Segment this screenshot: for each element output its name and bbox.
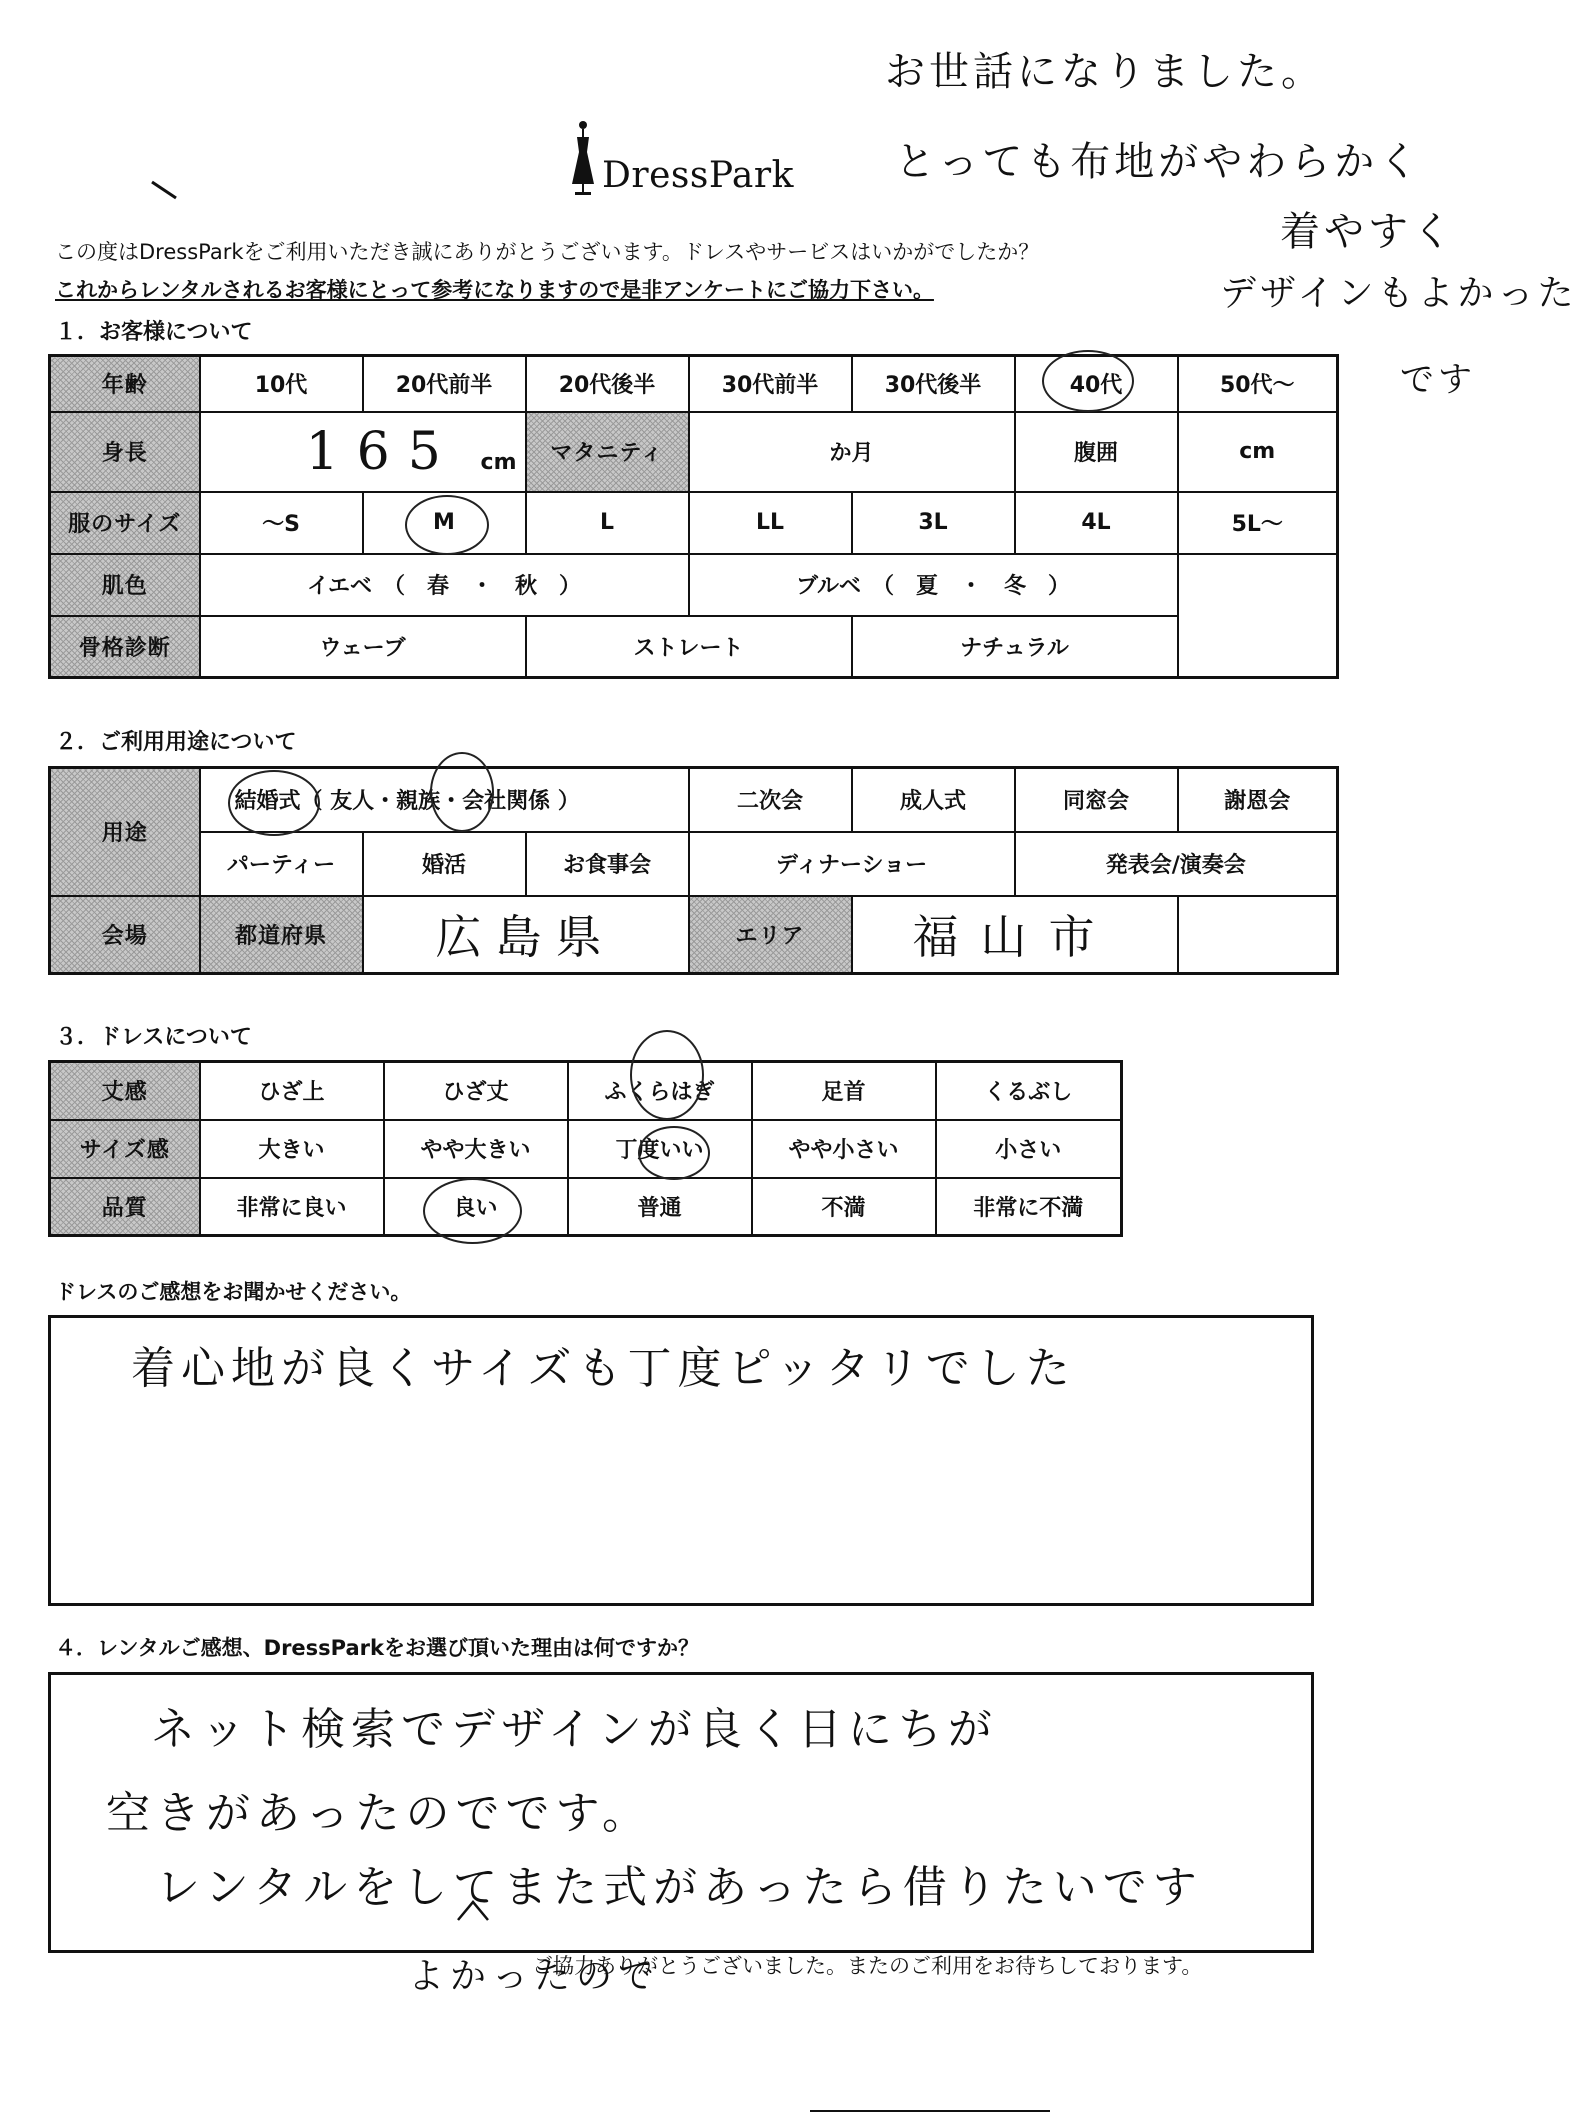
customer-table [48, 354, 1339, 679]
length-label: 丈感 [50, 1062, 200, 1120]
selection-circle [430, 752, 494, 832]
age-option-selected[interactable]: 40代 [1015, 356, 1178, 412]
height-field[interactable] [200, 412, 526, 492]
length-option[interactable]: 足首 [752, 1062, 936, 1120]
purpose-option[interactable]: 成人式 [852, 768, 1015, 832]
length-row [50, 1062, 1122, 1120]
brand-name: DressPark [602, 155, 794, 196]
impression-text: 着心地が良くサイズも丁度ピッタリでした [131, 1343, 1076, 1394]
venue-blank [1178, 896, 1338, 974]
quality-row [50, 1178, 1122, 1236]
handwritten-note-line3: 着やすく [1280, 209, 1456, 255]
venue-label: 会場 [50, 896, 200, 974]
fit-option-selected[interactable]: 丁度いい [568, 1120, 752, 1178]
purpose-option[interactable]: 二次会 [689, 768, 852, 832]
area-label: エリア [689, 896, 852, 974]
quality-option[interactable]: 普通 [568, 1178, 752, 1236]
frame-row [50, 616, 1338, 678]
reason-line2: 空きがあったのでです。 [106, 1788, 653, 1839]
frame-option[interactable]: ナチュラル [852, 616, 1178, 678]
prefecture-label: 都道府県 [200, 896, 363, 974]
skin-option-yellow[interactable]: イエベ （ 春 ・ 秋 ） [200, 554, 689, 616]
insert-caret-mark [456, 1898, 490, 1922]
size-row [50, 492, 1338, 554]
frame-label: 骨格診断 [50, 616, 200, 678]
selection-circle [405, 495, 489, 555]
size-option[interactable]: 3L [852, 492, 1015, 554]
fit-label: サイズ感 [50, 1120, 200, 1178]
purpose-option[interactable]: 謝恩会 [1178, 768, 1338, 832]
height-value: 165 [305, 421, 459, 482]
section3-title: ３．ドレスについて [55, 1025, 252, 1050]
frame-option[interactable]: ウェーブ [200, 616, 526, 678]
waist-unit[interactable]: cm [1178, 412, 1338, 492]
age-option[interactable]: 10代 [200, 356, 363, 412]
skin-row [50, 554, 1338, 616]
maternity-label: マタニティ [526, 412, 689, 492]
dress-table [48, 1060, 1123, 1237]
size-option[interactable]: LL [689, 492, 852, 554]
section2-title: ２．ご利用用途について [55, 730, 297, 755]
selection-circle [423, 1178, 522, 1244]
fit-option[interactable]: やや大きい [384, 1120, 568, 1178]
waist-label: 腹囲 [1015, 412, 1178, 492]
size-option[interactable]: 〜S [200, 492, 363, 554]
length-option[interactable]: ひざ丈 [384, 1062, 568, 1120]
age-option[interactable]: 30代前半 [689, 356, 852, 412]
skin-option-blue[interactable]: ブルベ （ 夏 ・ 冬 ） [689, 554, 1178, 616]
pen-mark [150, 178, 180, 202]
quality-option[interactable]: 不満 [752, 1178, 936, 1236]
quality-option-selected[interactable]: 良い [384, 1178, 568, 1236]
handwritten-note-line2: とっても布地がやわらかく [895, 139, 1423, 185]
venue-row [50, 896, 1338, 974]
age-option[interactable]: 20代後半 [526, 356, 689, 412]
length-option[interactable]: ひざ上 [200, 1062, 384, 1120]
height-label: 身長 [50, 412, 200, 492]
intro-request: これからレンタルされるお客様にとって参考になりますので是非アンケートにご協力下さい。 [55, 278, 934, 302]
age-option[interactable]: 50代〜 [1178, 356, 1338, 412]
month-unit: か月 [829, 441, 874, 466]
fit-option[interactable]: 小さい [936, 1120, 1122, 1178]
selection-circle [630, 1030, 704, 1120]
handwritten-note-line5: です [1400, 360, 1476, 400]
reason-textarea[interactable] [48, 1672, 1314, 1953]
purpose-option[interactable]: 婚活 [363, 832, 526, 896]
selection-circle [1042, 350, 1134, 412]
impression-textarea[interactable] [48, 1315, 1314, 1606]
handwritten-note-line1: お世話になりました。 [885, 49, 1325, 95]
brand-logo [570, 120, 794, 196]
purpose-row2 [50, 832, 1338, 896]
section1-title: １．お客様について [55, 320, 253, 345]
length-option-selected[interactable]: ふくらはぎ [568, 1062, 752, 1120]
age-option[interactable]: 20代前半 [363, 356, 526, 412]
intro-text: この度はDressParkをご利用いただき誠にありがとうございます。ドレスやサービスはいかがでしたか？ [55, 240, 1040, 264]
maternity-month-field[interactable] [689, 412, 1015, 492]
fit-option[interactable]: やや小さい [752, 1120, 936, 1178]
purpose-option[interactable]: 発表会/演奏会 [1015, 832, 1338, 896]
skin-blank [1178, 554, 1338, 616]
height-row [50, 412, 1338, 492]
size-option[interactable]: L [526, 492, 689, 554]
age-option[interactable]: 30代後半 [852, 356, 1015, 412]
size-option-selected[interactable]: M [363, 492, 526, 554]
footer-thanks: ご協力ありがとうございました。またのご利用をお待ちしております。 [532, 1954, 1203, 1978]
fit-row [50, 1120, 1122, 1178]
purpose-option[interactable]: ディナーショー [689, 832, 1015, 896]
quality-option[interactable]: 非常に不満 [936, 1178, 1122, 1236]
purpose-option[interactable]: 同窓会 [1015, 768, 1178, 832]
fit-option[interactable]: 大きい [200, 1120, 384, 1178]
section4-title: ４．レンタルご感想、DressParkをお選び頂いた理由は何ですか？ [55, 1636, 699, 1660]
size-option[interactable]: 4L [1015, 492, 1178, 554]
reason-line3: レンタルをしてまた式があったら借りたいです [156, 1862, 1203, 1913]
purpose-option[interactable]: パーティー [200, 832, 363, 896]
dress-icon [570, 120, 596, 196]
area-field[interactable] [852, 896, 1178, 974]
selection-circle [228, 770, 320, 836]
purpose-option[interactable]: お食事会 [526, 832, 689, 896]
impression-prompt: ドレスのご感想をお聞かせください。 [55, 1280, 412, 1304]
prefecture-field[interactable] [363, 896, 689, 974]
purpose-label: 用途 [50, 768, 200, 896]
selection-circle [638, 1126, 710, 1180]
quality-label: 品質 [50, 1178, 200, 1236]
reason-line4: よかったので [408, 1956, 661, 1997]
purpose-wedding[interactable]: 結婚式（ 友人・親族・会社関係 ） [200, 768, 689, 832]
footer-rule [810, 2110, 1050, 2112]
skin-label: 肌色 [50, 554, 200, 616]
frame-option[interactable]: ストレート [526, 616, 852, 678]
height-unit: cm [480, 449, 517, 475]
reason-line1: ネット検索でデザインが良く日にちが [151, 1704, 998, 1755]
size-label: 服のサイズ [50, 492, 200, 554]
area-value: 福山市 [912, 910, 1117, 965]
handwritten-note-line4: デザインもよかった [1220, 273, 1577, 314]
frame-blank [1178, 616, 1338, 678]
quality-option[interactable]: 非常に良い [200, 1178, 384, 1236]
age-label: 年齢 [50, 356, 200, 412]
length-option[interactable]: くるぶし [936, 1062, 1122, 1120]
age-row [50, 356, 1338, 412]
size-option[interactable]: 5L〜 [1178, 492, 1338, 554]
prefecture-value: 広島県 [435, 910, 616, 965]
